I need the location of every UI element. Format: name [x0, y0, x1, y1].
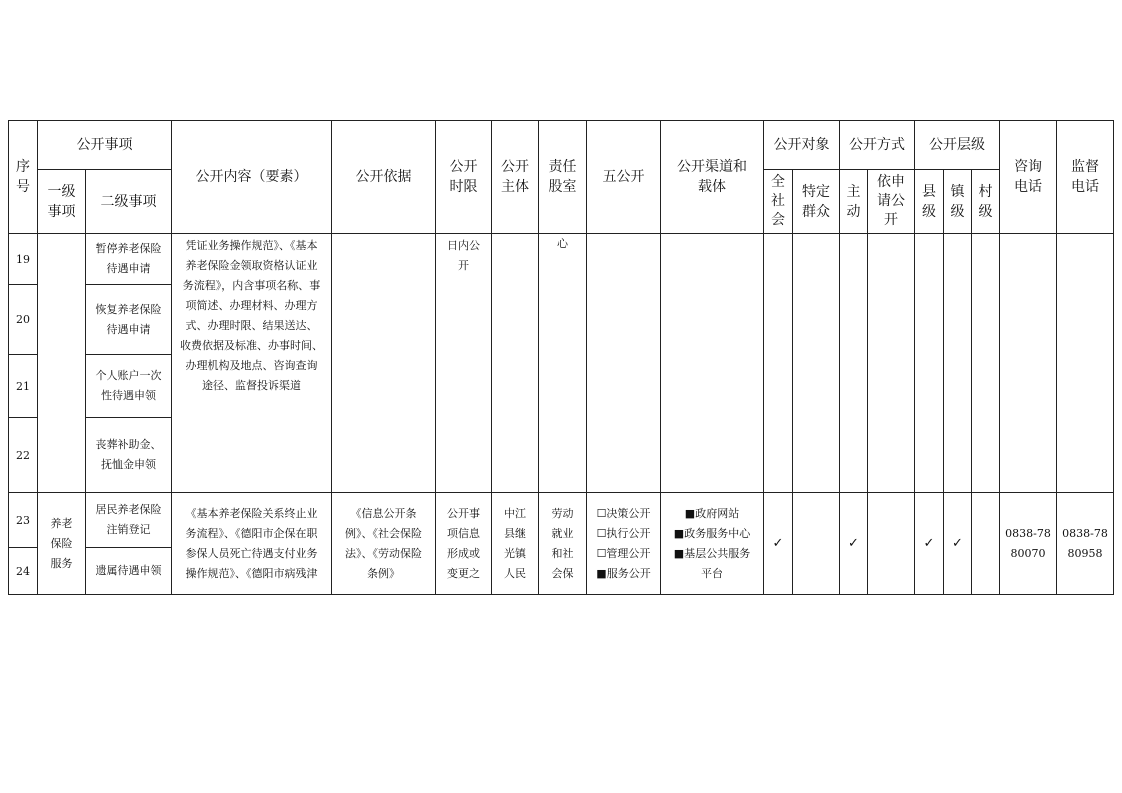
- check-method-active: ✓: [848, 536, 859, 551]
- row-seq: 21: [16, 379, 30, 393]
- check-level-town: ✓: [952, 536, 963, 551]
- block2-five-open: ☐决策公开 ☐执行公开 ☐管理公开 ■服务公开: [596, 506, 651, 580]
- header-five-open: 五公开: [602, 169, 645, 185]
- header-row-1: [9, 121, 1114, 170]
- header-level-county: 县 级: [922, 183, 936, 220]
- row-item: 恢复养老保险 待遇申请: [95, 302, 162, 336]
- row-seq: 24: [16, 564, 30, 578]
- disclosure-table: [8, 120, 1114, 595]
- header-level-town: 镇 级: [950, 183, 965, 220]
- row-item: 个人账户一次 性待遇申领: [95, 369, 162, 402]
- header-office: 责任 股室: [548, 159, 577, 195]
- header-target: 公开对象: [773, 137, 830, 153]
- header-content: 公开内容（要素）: [195, 169, 308, 185]
- header-time-limit: 公开 时限: [449, 159, 478, 195]
- header-public-items: 公开事项: [76, 137, 133, 153]
- header-level1: 一级 事项: [47, 183, 76, 220]
- row-seq: 20: [16, 313, 30, 326]
- header-level2: 二级事项: [100, 193, 157, 210]
- row-item: 暂停养老保险 待遇申请: [95, 242, 162, 275]
- block2-level1: 养老 保险 服务: [50, 516, 73, 570]
- table-row: [9, 234, 1114, 285]
- block1-content: 凭证业务操作规范》、《基本 养老保险金领取资格认证业 务流程》，内含事项名称、事 项简述、办理材料、办理方 式、办理时限、结果送达、 收费依据及标准、办事时间、 办理机构及地点、咨询查询 途径、监督投诉渠道: [180, 239, 323, 392]
- block1-time-limit: 日内公 开: [447, 239, 480, 272]
- block2-office: 劳动 就业 和社 会保: [551, 506, 574, 580]
- header-method-active: 主 动: [846, 183, 861, 220]
- header-method: 公开方式: [849, 137, 905, 153]
- check-level-county: ✓: [923, 536, 935, 551]
- block2-channel: ■政府网站 ■政务服务中心 ■基层公共服务 平台: [673, 506, 751, 580]
- header-supervise: 监督 电话: [1071, 159, 1099, 195]
- row-seq: 23: [16, 513, 30, 527]
- row-item: 遗属待遇申领: [95, 564, 162, 577]
- header-seq: 序 号: [16, 159, 30, 195]
- supervise-phone: 0838-78 80958: [1062, 526, 1108, 560]
- header-consult: 咨询 电话: [1014, 159, 1042, 195]
- block2-time-limit: 公开事 项信息 形成或 变更之: [447, 506, 480, 580]
- block2-basis: 《信息公开条 例》、《社会保险 法》、《劳动保险 条例》: [345, 506, 422, 580]
- header-level-village: 村 级: [978, 183, 993, 220]
- header-level: 公开层级: [929, 137, 985, 153]
- table-row: [9, 493, 1114, 548]
- consult-phone: 0838-78 80070: [1005, 526, 1051, 560]
- block2-content: 《基本养老保险关系终止业 务流程》、《德阳市企保在职 参保人员死亡待遇支付业务 操作规范》、《德阳市病残津: [185, 506, 318, 580]
- block2-subject: 中江 县继 光镇 人民: [504, 506, 526, 580]
- check-target-all: ✓: [772, 536, 784, 551]
- block1-office: 心: [557, 237, 568, 250]
- row-item: 居民养老保险 注销登记: [95, 503, 162, 536]
- row-item: 丧葬补助金、 抚恤金申领: [95, 438, 162, 471]
- header-subject: 公开 主体: [501, 159, 529, 195]
- header-method-apply: 依申 请公 开: [877, 174, 905, 228]
- row-seq: 19: [16, 252, 30, 266]
- row-seq: 22: [16, 448, 30, 462]
- header-target-specific: 特定 群众: [802, 183, 830, 220]
- header-basis: 公开依据: [355, 169, 412, 185]
- header-target-all: 全 社 会: [771, 174, 785, 228]
- header-channel: 公开渠道和 载体: [677, 159, 747, 195]
